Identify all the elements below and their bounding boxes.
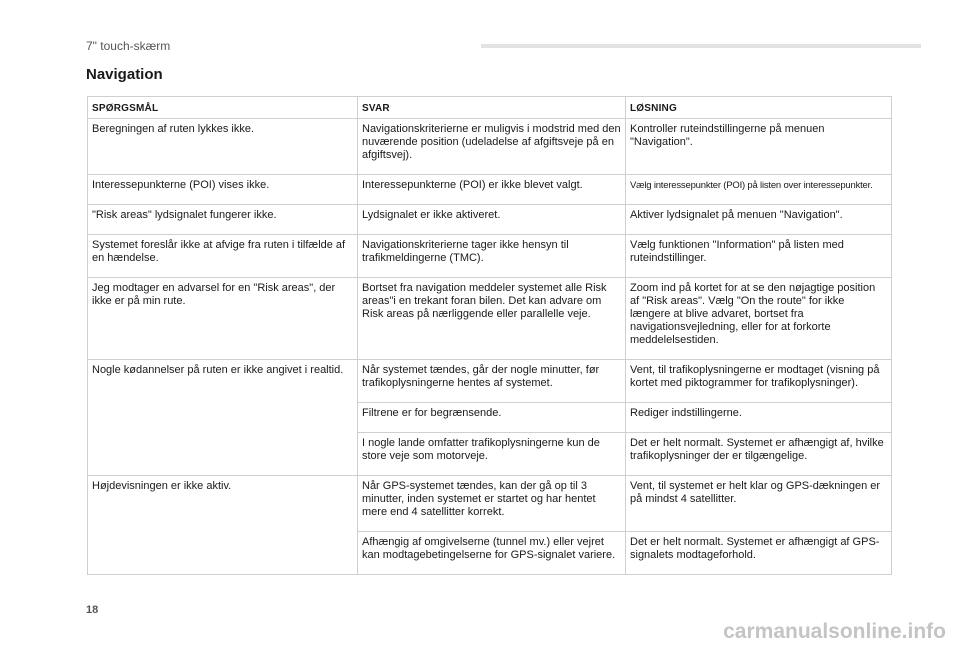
solution-cell: Vent, til systemet er helt klar og GPS-dækningen er på mindst 4 satellitter. [626, 476, 892, 532]
solution-cell: Rediger indstillingerne. [626, 403, 892, 433]
answer-cell: Navigationskriterierne er muligvis i modstrid med den nuværende position (udeladelse af afgiftsveje på en afgiftsvej). [358, 119, 626, 175]
answer-cell: Interessepunkterne (POI) er ikke blevet valgt. [358, 175, 626, 205]
table-header-row [88, 97, 892, 119]
page-number: 18 [86, 604, 99, 616]
answer-cell: Bortset fra navigation meddeler systemet alle Risk areas"i en trekant foran bilen. Det kan advare om Risk areas på nærliggende eller parallelle veje. [358, 278, 626, 360]
table-row [88, 119, 892, 175]
answer-cell: Når systemet tændes, går der nogle minutter, før trafikoplysningerne hentes af systemet. [358, 360, 626, 403]
column-header-answer: SVAR [358, 97, 626, 119]
question-cell: Interessepunkterne (POI) vises ikke. [88, 175, 358, 205]
answer-cell: Når GPS-systemet tændes, kan der gå op til 3 minutter, inden systemet er startet og har hentet mere end 4 satellitter korrekt. [358, 476, 626, 532]
answer-cell: Filtrene er for begrænsende. [358, 403, 626, 433]
table-row [88, 476, 892, 532]
solution-cell: Zoom ind på kortet for at se den nøjagtige position af "Risk areas". Vælg "On the route" for ikke længere at blive advaret, bortset fra navigationsvejledning, eller for at forkorte meddelelsestiden. [626, 278, 892, 360]
solution-cell: Vælg interessepunkter (POI) på listen over interessepunkter. [626, 175, 892, 205]
solution-cell: Vent, til trafikoplysningerne er modtaget (visning på kortet med piktogrammer for trafikoplysninger). [626, 360, 892, 403]
question-cell: Systemet foreslår ikke at afvige fra ruten i tilfælde af en hændelse. [88, 235, 358, 278]
question-cell: Beregningen af ruten lykkes ikke. [88, 119, 358, 175]
question-cell: Højdevisningen er ikke aktiv. [88, 476, 358, 575]
table-row [88, 205, 892, 235]
solution-cell: Det er helt normalt. Systemet er afhængigt af, hvilke trafikoplysninger der er tilgængelige. [626, 433, 892, 476]
question-cell: Nogle kødannelser på ruten er ikke angivet i realtid. [88, 360, 358, 476]
column-header-question: SPØRGSMÅL [88, 97, 358, 119]
column-header-solution: LØSNING [626, 97, 892, 119]
question-cell: Jeg modtager en advarsel for en "Risk areas", der ikke er på min rute. [88, 278, 358, 360]
answer-cell: Lydsignalet er ikke aktiveret. [358, 205, 626, 235]
troubleshooting-table [87, 96, 892, 575]
table-row [88, 278, 892, 360]
table-row [88, 175, 892, 205]
header-divider [481, 44, 921, 48]
table-row [88, 360, 892, 403]
solution-cell: Det er helt normalt. Systemet er afhængigt af GPS-signalets modtageforhold. [626, 532, 892, 575]
answer-cell: Navigationskriterierne tager ikke hensyn til trafikmeldingerne (TMC). [358, 235, 626, 278]
answer-cell: Afhængig af omgivelserne (tunnel mv.) eller vejret kan modtagebetingelserne for GPS-signalet variere. [358, 532, 626, 575]
page-title: Navigation [86, 66, 163, 83]
solution-cell: Kontroller ruteindstillingerne på menuen "Navigation". [626, 119, 892, 175]
section-label: 7" touch-skærm [86, 39, 171, 53]
question-cell: "Risk areas" lydsignalet fungerer ikke. [88, 205, 358, 235]
watermark: carmanualsonline.info [723, 620, 946, 643]
answer-cell: I nogle lande omfatter trafikoplysningerne kun de store veje som motorveje. [358, 433, 626, 476]
table-row [88, 235, 892, 278]
solution-cell: Aktiver lydsignalet på menuen "Navigation". [626, 205, 892, 235]
solution-cell: Vælg funktionen "Information" på listen med ruteindstillinger. [626, 235, 892, 278]
